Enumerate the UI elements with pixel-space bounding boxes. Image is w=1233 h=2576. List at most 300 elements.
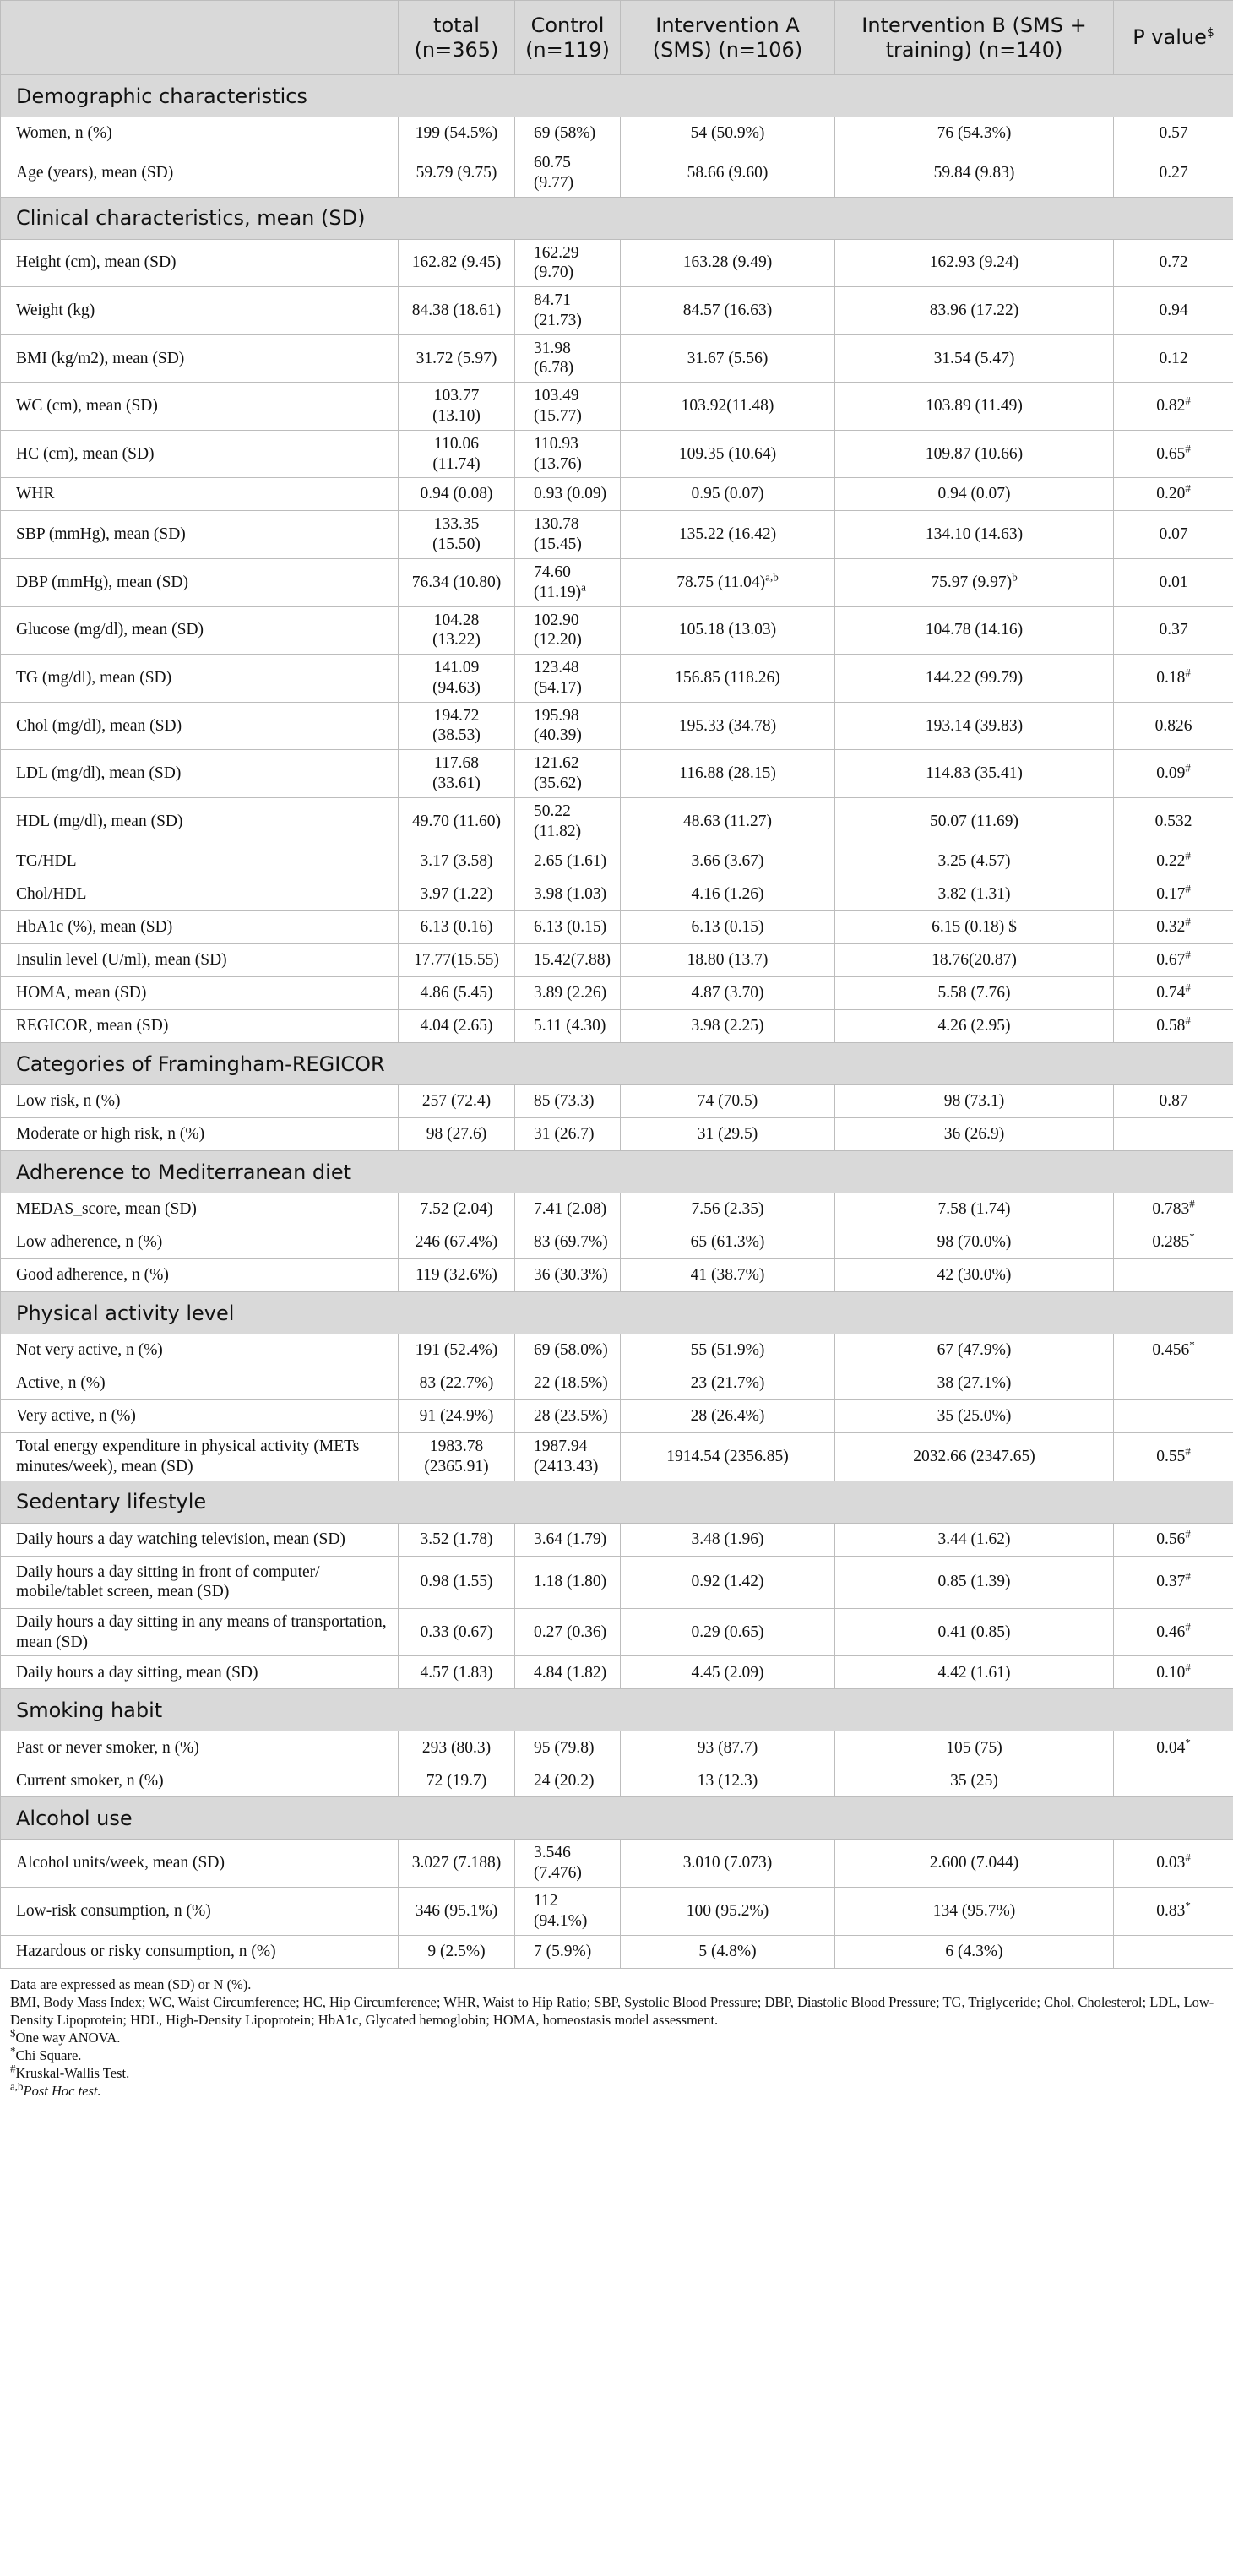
cell-total [399,944,515,977]
cell-p-value-superscript: # [1185,666,1191,679]
cell-intervention-b-text: 83.96 (17.22) [929,302,1019,320]
cell-p-value [1114,1085,1233,1118]
row-label-text: Chol (mg/dl), mean (SD) [16,716,182,735]
cell-p-value-text: 0.55 [1156,1448,1186,1466]
cell-control [515,750,621,798]
row-label-text: WC (cm), mean (SD) [16,397,158,416]
cell-intervention-a [621,878,835,911]
cell-control-text: 102.90 (12.20) [534,611,582,649]
row-label-text: Daily hours a day sitting, mean (SD) [16,1663,258,1682]
row-label [1,1935,399,1968]
table-row [1,1010,1233,1043]
cell-p-value-superscript: # [1189,1197,1195,1210]
row-label-text: HOMA, mean (SD) [16,984,147,1003]
footnote-kruskal [10,2064,1226,2082]
cell-intervention-a-text: 4.16 (1.26) [691,885,764,904]
cell-intervention-a-text: 54 (50.9%) [690,123,765,142]
cell-intervention-a-text: 7.56 (2.35) [691,1200,764,1219]
cell-total [399,1367,515,1400]
cell-control-text: 3.64 (1.79) [534,1530,607,1548]
header-p-value-label: P value [1133,25,1207,50]
cell-intervention-a-text: 18.80 (13.7) [687,951,769,970]
cell-total-text: 199 (54.5%) [415,123,498,142]
cell-p-value-text: 0.12 [1159,349,1188,367]
cell-total [399,334,515,383]
cell-control-text: 83 (69.7%) [534,1233,608,1252]
cell-control [515,287,621,335]
cell-p-value [1114,797,1233,845]
cell-intervention-b-text: 162.93 (9.24) [929,253,1019,272]
table-row [1,1400,1233,1433]
row-label-text: Weight (kg) [16,302,95,320]
cell-p-value [1114,430,1233,478]
row-label-text: Not very active, n (%) [16,1341,163,1360]
footnote-chi-text: Chi Square. [15,2046,82,2063]
cell-p-value [1114,1556,1233,1608]
row-label [1,702,399,750]
cell-p-value [1114,977,1233,1010]
row-label-text: HC (cm), mean (SD) [16,444,155,463]
row-label [1,1731,399,1764]
cell-total-text: 4.86 (5.45) [420,984,493,1003]
row-label [1,1226,399,1259]
cell-p-value-text: 0.01 [1159,573,1188,591]
cell-intervention-b-text: 7.58 (1.74) [937,1200,1011,1219]
cell-intervention-a [621,117,835,149]
cell-p-value-text: 0.826 [1154,716,1192,735]
cell-intervention-b [835,655,1114,703]
cell-control [515,944,621,977]
cell-total-text: 59.79 (9.75) [416,163,497,182]
cell-p-value-superscript: # [1185,1444,1191,1458]
table-row [1,1731,1233,1764]
cell-intervention-b-text: 36 (26.9) [943,1125,1005,1144]
section-header-row [1,75,1233,117]
section-header-row [1,1797,1233,1840]
cell-control [515,1193,621,1226]
cell-control [515,977,621,1010]
section-title: Demographic characteristics [1,75,1233,117]
cell-intervention-a-text: 1914.54 (2356.85) [666,1448,789,1466]
row-label-text: Past or never smoker, n (%) [16,1738,199,1757]
cell-total [399,383,515,431]
cell-intervention-b [835,334,1114,383]
footnote-anova-text: One way ANOVA. [15,2029,121,2046]
cell-control [515,558,621,606]
cell-p-value-superscript: # [1185,1660,1191,1674]
table-row [1,1334,1233,1367]
section-header-row [1,1151,1233,1193]
cell-intervention-a-text: 0.95 (0.07) [691,485,764,503]
row-label-text: Hazardous or risky consumption, n (%) [16,1942,276,1960]
cell-p-value [1114,702,1233,750]
cell-control [515,702,621,750]
cell-intervention-a [621,1731,835,1764]
cell-p-value-text: 0.67 [1156,951,1186,970]
row-label [1,1764,399,1797]
cell-intervention-a [621,1193,835,1226]
section-title: Alcohol use [1,1797,1233,1840]
cell-p-value-superscript: # [1185,1850,1191,1864]
cell-intervention-a-text: 5 (4.8%) [698,1942,757,1960]
cell-total [399,1608,515,1656]
cell-control [515,1400,621,1433]
cell-p-value [1114,511,1233,559]
cell-intervention-b-text: 67 (47.9%) [937,1341,1012,1360]
row-label [1,287,399,335]
cell-p-value [1114,1731,1233,1764]
cell-intervention-a-text: 58.66 (9.60) [687,163,769,182]
cell-total-text: 0.98 (1.55) [420,1573,493,1591]
table-row [1,1608,1233,1656]
cell-p-value [1114,334,1233,383]
cell-total [399,977,515,1010]
cell-total [399,1118,515,1151]
cell-p-value [1114,1608,1233,1656]
cell-total [399,117,515,149]
row-label-text: Alcohol units/week, mean (SD) [16,1854,225,1872]
cell-intervention-a [621,1433,835,1481]
cell-control [515,845,621,878]
cell-p-value-text: 0.22 [1156,852,1186,871]
cell-intervention-a-text: 84.57 (16.63) [682,302,773,320]
row-label [1,149,399,198]
cell-p-value-superscript: # [1185,1014,1191,1027]
row-label [1,1840,399,1888]
row-label [1,1523,399,1556]
cell-intervention-b [835,977,1114,1010]
cell-p-value [1114,845,1233,878]
row-label-text: Current smoker, n (%) [16,1771,164,1790]
cell-control-text: 50.22 (11.82) [534,802,582,840]
row-label [1,511,399,559]
cell-intervention-a [621,944,835,977]
table-row [1,1118,1233,1151]
row-label-text: Height (cm), mean (SD) [16,253,177,272]
cell-intervention-a-text: 28 (26.4%) [690,1407,765,1426]
cell-p-value-text: 0.83 [1156,1901,1186,1920]
cell-intervention-b [835,1840,1114,1888]
cell-control [515,1556,621,1608]
row-label [1,1367,399,1400]
table-row [1,1764,1233,1797]
cell-intervention-b-text: 104.78 (14.16) [925,621,1024,639]
cell-control [515,383,621,431]
cell-intervention-a [621,845,835,878]
cell-p-value-superscript: * [1185,1899,1191,1912]
cell-intervention-a-text: 6.13 (0.15) [691,918,764,937]
table-row [1,1656,1233,1689]
cell-p-value-text: 0.20 [1156,485,1186,503]
cell-p-value-superscript: # [1185,1569,1191,1583]
cell-intervention-b [835,1935,1114,1968]
cell-total [399,1433,515,1481]
cell-intervention-b-text: 6.15 (0.18) $ [932,918,1017,937]
cell-p-value-text: 0.37 [1159,621,1188,639]
cell-intervention-a [621,511,835,559]
cell-total [399,750,515,798]
cell-total-text: 31.72 (5.97) [416,349,497,367]
cell-total [399,478,515,511]
cell-p-value [1114,1656,1233,1689]
table-row [1,1888,1233,1936]
cell-p-value [1114,750,1233,798]
cell-total-text: 1983.78 (2365.91) [424,1437,489,1476]
cell-control [515,334,621,383]
row-label-text: Age (years), mean (SD) [16,163,174,182]
cell-intervention-b [835,1608,1114,1656]
cell-control-text: 1.18 (1.80) [534,1573,607,1591]
cell-total-text: 0.33 (0.67) [420,1622,493,1641]
cell-intervention-a-text: 41 (38.7%) [690,1266,765,1285]
cell-intervention-a-text: 0.29 (0.65) [691,1622,764,1641]
row-label [1,1193,399,1226]
cell-p-value-text: 0.456 [1152,1341,1190,1360]
cell-intervention-a-text: 23 (21.7%) [690,1374,765,1393]
cell-total-text: 110.06 (11.74) [432,434,481,473]
cell-intervention-b [835,1888,1114,1936]
table-row [1,478,1233,511]
cell-control [515,655,621,703]
section-title: Physical activity level [1,1292,1233,1334]
cell-intervention-a [621,287,835,335]
cell-p-value [1114,1764,1233,1797]
cell-intervention-a [621,1085,835,1118]
cell-p-value [1114,1259,1233,1292]
header-control: Control (n=119) [515,1,621,75]
cell-intervention-a [621,750,835,798]
row-label-text: HbA1c (%), mean (SD) [16,918,173,937]
table-row [1,977,1233,1010]
row-label-text: Women, n (%) [16,123,112,142]
cell-total [399,1010,515,1043]
cell-intervention-a [621,911,835,944]
cell-p-value [1114,558,1233,606]
cell-total-text: 6.13 (0.16) [420,918,493,937]
cell-intervention-a [621,1400,835,1433]
table-row [1,1840,1233,1888]
row-label [1,878,399,911]
table-row [1,1226,1233,1259]
cell-total-text: 246 (67.4%) [415,1233,498,1252]
cell-p-value-superscript: # [1185,882,1191,895]
cell-control-text: 31.98 (6.78) [534,339,574,378]
cell-p-value-superscript: * [1189,1338,1195,1351]
cell-control [515,1226,621,1259]
table-row [1,1085,1233,1118]
cell-total-text: 84.38 (18.61) [411,302,502,320]
cell-p-value [1114,1118,1233,1151]
cell-control [515,1656,621,1689]
cell-control [515,239,621,287]
cell-control [515,1840,621,1888]
cell-intervention-b-text: 18.76(20.87) [932,951,1017,970]
cell-intervention-b [835,383,1114,431]
cell-control-text: 195.98 (40.39) [534,706,582,745]
cell-control-text: 7.41 (2.08) [534,1200,607,1219]
table-row [1,1556,1233,1608]
cell-control [515,149,621,198]
cell-control [515,1764,621,1797]
cell-p-value [1114,1935,1233,1968]
header-empty [1,1,399,75]
cell-intervention-a-text: 195.33 (34.78) [678,716,777,735]
cell-p-value [1114,944,1233,977]
cell-total-text: 83 (22.7%) [419,1374,494,1393]
footnote-chi-square [10,2046,1226,2064]
cell-total [399,702,515,750]
table-row [1,702,1233,750]
cell-control-superscript: a [581,580,586,594]
table-body [1,75,1233,1969]
cell-total-text: 346 (95.1%) [415,1901,498,1920]
table-row [1,334,1233,383]
cell-total-text: 91 (24.9%) [419,1407,494,1426]
cell-intervention-b [835,1334,1114,1367]
cell-control-text: 36 (30.3%) [534,1266,608,1285]
footnote-chi-symbol: * [10,2044,16,2057]
cell-control-text: 0.27 (0.36) [534,1622,607,1641]
cell-control-text: 15.42(7.88) [534,951,611,970]
cell-intervention-a-text: 3.66 (3.67) [691,852,764,871]
cell-intervention-a-text: 65 (61.3%) [690,1233,765,1252]
table-row [1,558,1233,606]
header-p-value [1114,1,1233,75]
cell-intervention-b-text: 105 (75) [946,1738,1002,1757]
table-row [1,1193,1233,1226]
cell-total-text: 141.09 (94.63) [432,659,481,697]
cell-intervention-b-text: 3.82 (1.31) [937,885,1011,904]
cell-p-value [1114,878,1233,911]
cell-intervention-b-text: 31.54 (5.47) [933,349,1015,367]
cell-control-text: 28 (23.5%) [534,1407,608,1426]
cell-intervention-b [835,1226,1114,1259]
cell-p-value-text: 0.32 [1156,918,1186,937]
row-label [1,797,399,845]
table-row [1,1523,1233,1556]
cell-p-value-superscript: # [1185,1620,1191,1633]
cell-intervention-a-text: 78.75 (11.04) [676,573,766,591]
table-row [1,511,1233,559]
cell-intervention-a-text: 48.63 (11.27) [683,812,772,830]
cell-p-value-text: 0.65 [1156,444,1186,463]
cell-total [399,845,515,878]
row-label-text: TG (mg/dl), mean (SD) [16,668,172,687]
cell-total-text: 3.027 (7.188) [411,1854,502,1872]
cell-total [399,1556,515,1608]
cell-control-text: 0.93 (0.09) [534,485,607,503]
cell-total [399,511,515,559]
cell-intervention-b-text: 75.97 (9.97) [931,573,1013,591]
cell-intervention-a-text: 105.18 (13.03) [678,621,777,639]
table-row [1,878,1233,911]
cell-intervention-b-text: 144.22 (99.79) [925,668,1024,687]
cell-total [399,911,515,944]
cell-p-value-text: 0.783 [1152,1200,1190,1219]
cell-total [399,1888,515,1936]
cell-total-text: 3.17 (3.58) [420,852,493,871]
table-row [1,944,1233,977]
cell-total-text: 257 (72.4) [421,1092,492,1111]
row-label-text: Low-risk consumption, n (%) [16,1901,211,1920]
section-title: Categories of Framingham-REGICOR [1,1043,1233,1085]
cell-intervention-b-text: 38 (27.1%) [937,1374,1012,1393]
cell-intervention-a [621,1010,835,1043]
cell-control [515,117,621,149]
cell-intervention-a [621,1764,835,1797]
cell-total [399,1226,515,1259]
cell-control-text: 22 (18.5%) [534,1374,608,1393]
section-header-row [1,197,1233,239]
cell-total [399,797,515,845]
row-label [1,1608,399,1656]
cell-total-text: 103.77 (13.10) [432,387,481,426]
cell-intervention-a-text: 0.92 (1.42) [691,1573,764,1591]
cell-control [515,1608,621,1656]
cell-total [399,1764,515,1797]
row-label-text: Insulin level (U/ml), mean (SD) [16,951,227,970]
cell-control-text: 31 (26.7) [534,1125,595,1144]
cell-total [399,430,515,478]
row-label-text: DBP (mmHg), mean (SD) [16,573,189,591]
cell-intervention-a-text: 3.98 (2.25) [691,1017,764,1035]
cell-p-value-superscript: # [1185,1527,1191,1541]
cell-p-value [1114,1433,1233,1481]
cell-intervention-a-text: 93 (87.7) [697,1738,758,1757]
table-row [1,1433,1233,1481]
cell-intervention-a-text: 31 (29.5) [697,1125,758,1144]
cell-intervention-a [621,702,835,750]
cell-intervention-b-text: 134.10 (14.63) [925,525,1024,544]
cell-p-value-text: 0.56 [1156,1530,1186,1548]
cell-control [515,606,621,655]
cell-p-value-text: 0.27 [1159,163,1188,182]
cell-control-text: 110.93 (13.76) [534,434,582,473]
cell-p-value [1114,1010,1233,1043]
cell-intervention-b-text: 0.85 (1.39) [937,1573,1011,1591]
cell-p-value [1114,383,1233,431]
section-title: Clinical characteristics, mean (SD) [1,197,1233,239]
cell-intervention-b [835,511,1114,559]
cell-intervention-a [621,239,835,287]
cell-control [515,911,621,944]
cell-intervention-a [621,1118,835,1151]
cell-intervention-a-text: 109.35 (10.64) [678,444,777,463]
cell-intervention-b-text: 0.41 (0.85) [937,1622,1011,1641]
cell-intervention-b [835,606,1114,655]
cell-p-value-text: 0.10 [1156,1663,1186,1682]
section-header-row [1,1043,1233,1085]
section-header-row [1,1689,1233,1731]
cell-intervention-a-text: 4.87 (3.70) [691,984,764,1003]
cell-intervention-a-superscript: a,b [765,570,779,584]
cell-intervention-a [621,1334,835,1367]
row-label [1,1656,399,1689]
cell-total-text: 49.70 (11.60) [412,812,501,830]
cell-p-value-text: 0.09 [1156,764,1186,783]
cell-total [399,655,515,703]
cell-intervention-b [835,1010,1114,1043]
cell-control-text: 69 (58%) [534,123,596,142]
footnote-data-expression: Data are expressed as mean (SD) or N (%). [10,1975,252,1992]
cell-control [515,1085,621,1118]
row-label [1,911,399,944]
cell-total-text: 76.34 (10.80) [411,573,502,591]
cell-intervention-b [835,1118,1114,1151]
row-label-text: Total energy expenditure in physical activity (METs minutes/week), mean (SD) [16,1437,360,1476]
cell-intervention-b [835,1259,1114,1292]
cell-p-value-text: 0.17 [1156,885,1186,904]
